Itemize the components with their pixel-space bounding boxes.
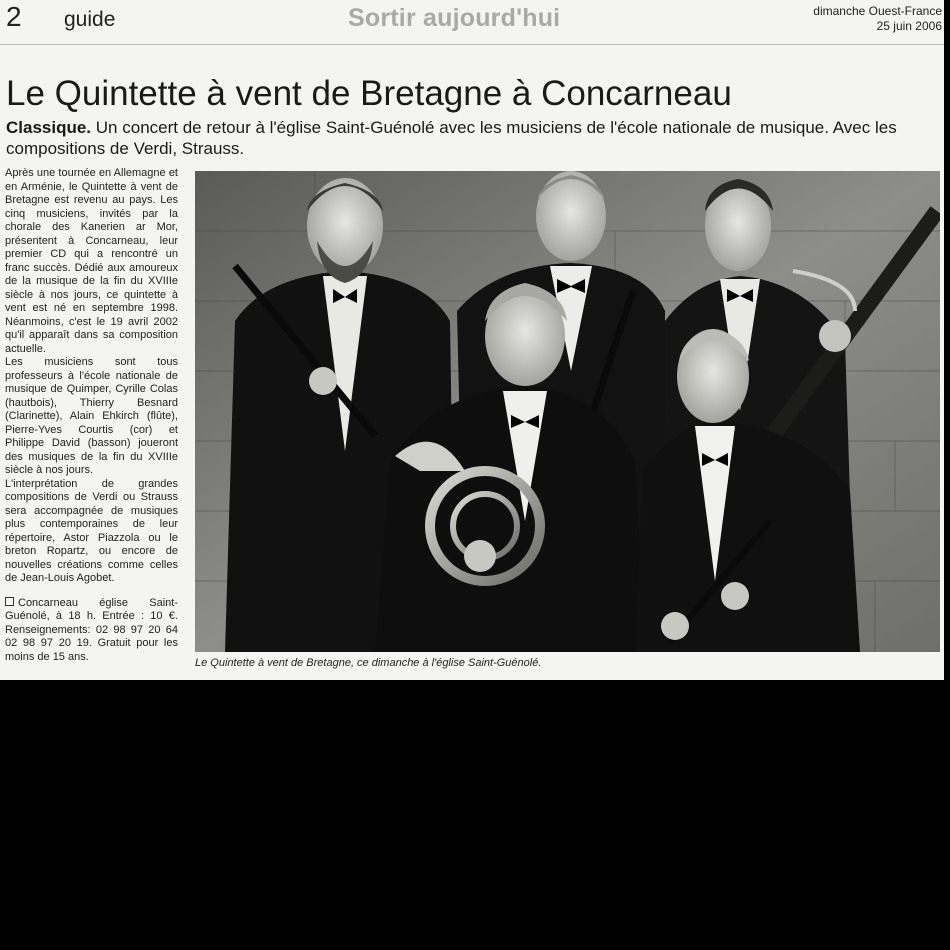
- square-bullet-icon: [5, 597, 14, 606]
- practical-info-text: Concarneau église Saint-Guénolé, à 18 h. Entrée : 10 €. Renseignements: 02 98 97 20 64 02 98 97 20 19. Gratuit pour les moins de 15 ans.: [5, 596, 178, 663]
- dateline-date: 25 juin 2006: [876, 19, 942, 33]
- body-paragraph: Les musiciens sont tous professeurs à l'école nationale de musique de Quimper, Cyrille Colas (hautbois), Thierry Besnard (Clarinette), Alain Ehkirch (flûte), Pierre-Yves Courtis (cor) et Philippe David (basson) joueront des musiques de la fin du XVIIIe siècle à nos jours.: [5, 356, 178, 476]
- dateline-publication: dimanche Ouest-France: [813, 4, 942, 18]
- body-paragraph: Après une tournée en Allemagne et en Arménie, le Quintette à vent de Bretagne est revenu au pays. Les cinq musiciens, invités par la chorale des Kanerien ar Mor, présentent à Concarneau, leur premier CD qui a rencontré un franc succès. Dédié aux amoureux de la musique de la fin du XVIIIe siècle à nos jours, ce quintette à vent est né en septembre 1998. Néanmoins, c'est le 19 avril 2002 qu'il apparaît dans sa composition actuelle.: [5, 167, 178, 355]
- article-standfirst-text: Un concert de retour à l'église Saint-Guénolé avec les musiciens de l'école nationale de musique. Avec les compositions de Verdi, Strauss.: [6, 118, 897, 158]
- photo-illustration: [195, 171, 940, 652]
- article-body: [5, 167, 178, 664]
- article-standfirst: [6, 117, 936, 159]
- dateline: [813, 4, 942, 34]
- section-label: guide: [64, 8, 116, 31]
- article-kicker: Classique.: [6, 118, 92, 137]
- practical-info: [5, 597, 178, 665]
- photo-caption: Le Quintette à vent de Bretagne, ce dimanche à l'église Saint-Guénolé.: [195, 657, 542, 669]
- header-rule: [0, 44, 944, 45]
- page-number: 2: [6, 1, 22, 32]
- article-headline: Le Quintette à vent de Bretagne à Concarneau: [6, 74, 732, 113]
- body-paragraph: L'interprétation de grandes compositions de Verdi ou Strauss sera accompagnée de musiques plus contemporaines de leur répertoire, Astor Piazzola ou le breton Ropartz, ou encore de nouvelles créations comme celles de Jean-Louis Agobet.: [5, 477, 178, 584]
- rubric-title: Sortir aujourd'hui: [348, 4, 561, 32]
- quintet-photo: [195, 171, 940, 652]
